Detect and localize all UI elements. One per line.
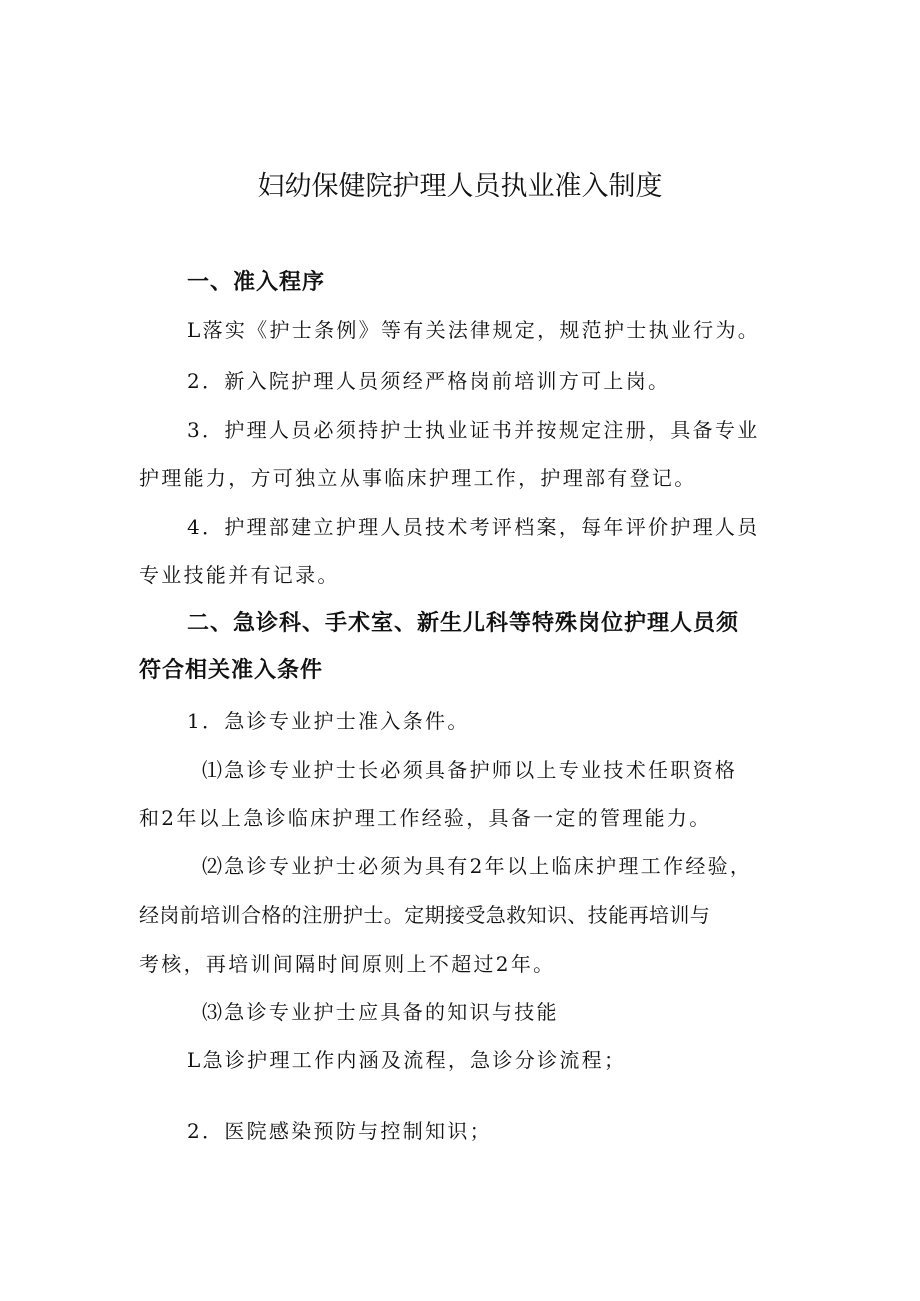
paragraph-line: 2．新入院护理人员须经严格岗前培训方可上岗。 <box>187 369 671 393</box>
paragraph-line: 2．医院感染预防与控制知识； <box>187 1119 492 1143</box>
section-heading-admission-procedure: 一、准入程序 <box>187 270 326 295</box>
paragraph-line: ⑴急诊专业护士长必须具备护师以上专业技术任职资格 <box>202 758 738 782</box>
paragraph-line: 护理能力，方可独立从事临床护理工作，护理部有登记。 <box>139 466 697 490</box>
section-heading-special-posts-cont: 符合相关准入条件 <box>139 658 324 683</box>
paragraph-line: ⑵急诊专业护士必须为具有2年以上临床护理工作经验， <box>202 854 753 878</box>
section-heading-special-posts: 二、急诊科、手术室、新生儿科等特殊岗位护理人员须 <box>187 611 740 636</box>
paragraph-line: 考核，再培训间隔时间原则上不超过2年。 <box>139 952 556 976</box>
paragraph-line: L急诊护理工作内涵及流程，急诊分诊流程； <box>187 1048 627 1072</box>
paragraph-line: 专业技能并有记录。 <box>139 563 340 587</box>
paragraph-line: ⑶急诊专业护士应具备的知识与技能 <box>202 1000 559 1024</box>
paragraph-line: 和2年以上急诊临床护理工作经验，具备一定的管理能力。 <box>139 806 712 830</box>
document-title: 妇幼保健院护理人员执业准入制度 <box>257 171 663 202</box>
paragraph-line: 4．护理部建立护理人员技术考评档案，每年评价护理人员 <box>187 515 760 539</box>
paragraph-line: 3．护理人员必须持护士执业证书并按规定注册，具备专业 <box>187 418 760 442</box>
paragraph-line: 经岗前培训合格的注册护士。定期接受急救知识、技能再培训与 <box>139 903 711 927</box>
paragraph-line: 1．急诊专业护士准入条件。 <box>187 709 470 733</box>
paragraph-line: L落实《护士条例》等有关法律规定，规范护士执业行为。 <box>187 318 761 342</box>
